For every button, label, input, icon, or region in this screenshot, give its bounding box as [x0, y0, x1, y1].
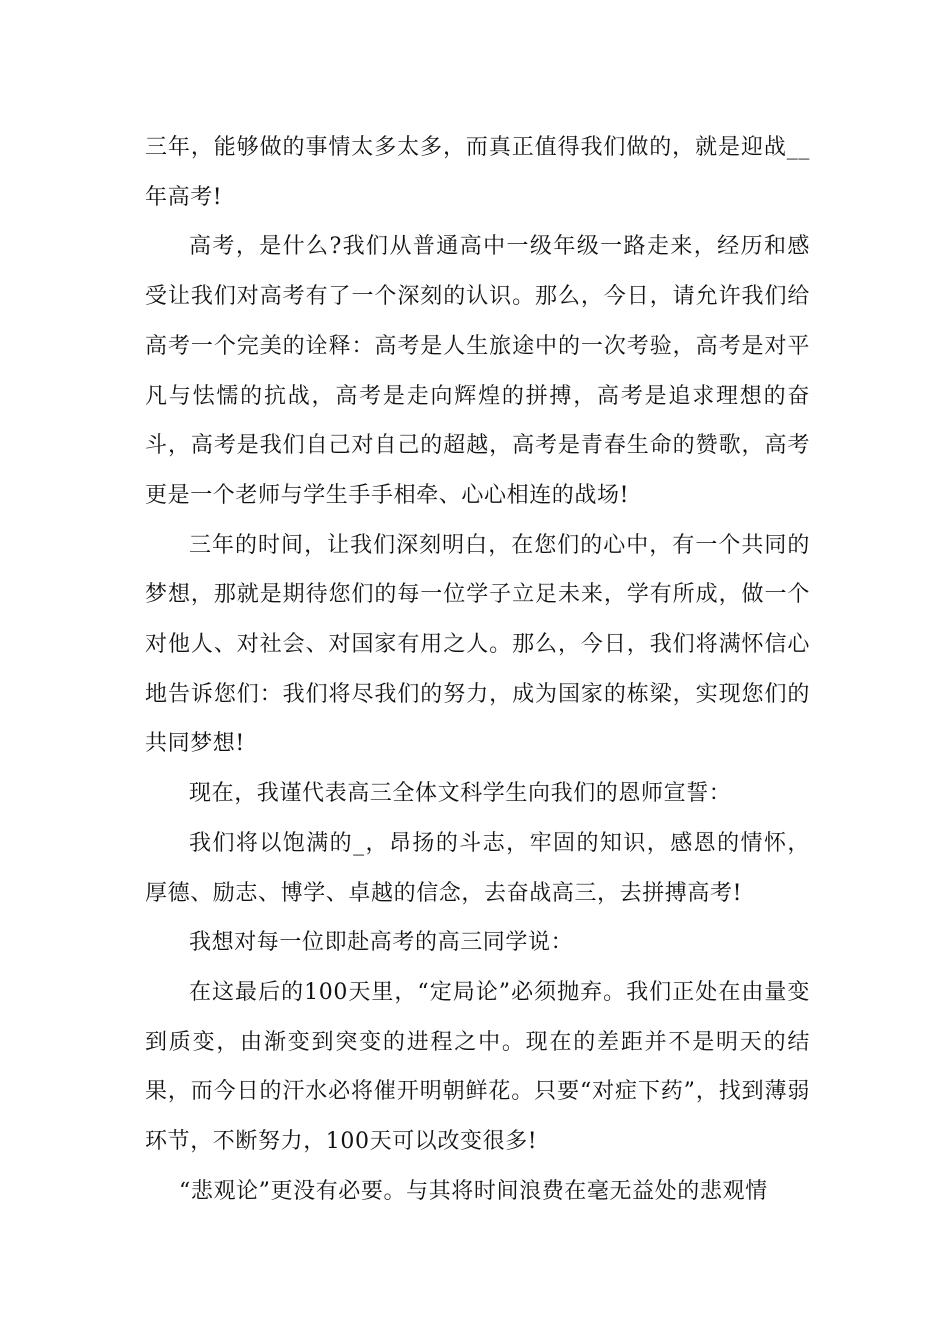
paragraph-common-dream: 三年的时间，让我们深刻明白，在您们的心中，有一个共同的梦想，那就是期待您们的每一位学子立足未来，学有所成，做一个对他人、对社会、对国家有用之人。那么，今日，我们将满怀信心地告诉您们：我们将尽我们的努力，成为国家的栋梁，实现您们的共同梦想!: [145, 532, 810, 757]
paragraph-oath: 我们将以饱满的_，昂扬的斗志，牢固的知识，感恩的情怀，厚德、励志、博学、卓越的信念，去奋战高三，去拼搏高考!: [145, 830, 810, 906]
paragraph-address-classmates: 我想对每一位即赴高考的高三同学说：: [189, 930, 574, 956]
paragraph-gaokao-definition: 高考，是什么?我们从普通高中一级年级一路走来，经历和感受让我们对高考有了一个深刻的认识。那么，今日，请允许我们给高考一个完美的诠释：高考是人生旅途中的一次考验，高考是对平凡与怯懦的抗战，高考是走向辉煌的拼搏，高考是追求理想的奋斗，高考是我们自己对自己的超越，高考是青春生命的赞歌，高考更是一个老师与学生手手相牵、心心相连的战场!: [145, 234, 810, 508]
document-body: [145, 123, 810, 1216]
paragraph-pessimism: “悲观论”更没有必要。与其将时间浪费在毫无益处的悲观情: [179, 1178, 768, 1204]
paragraph-oath-intro: 现在，我谨代表高三全体文科学生向我们的恩师宣誓：: [189, 781, 732, 807]
paragraph-continuation: 三年，能够做的事情太多太多，而真正值得我们做的，就是迎战__年高考!: [145, 135, 810, 210]
paragraph-last-100-days: 在这最后的100天里，“定局论”必须抛弃。我们正处在由量变到质变，由渐变到突变的进程之中。现在的差距并不是明天的结果，而今日的汗水必将催开明朝鲜花。只要“对症下药”，找到薄弱环节，不断努力，100天可以改变很多!: [145, 979, 810, 1155]
